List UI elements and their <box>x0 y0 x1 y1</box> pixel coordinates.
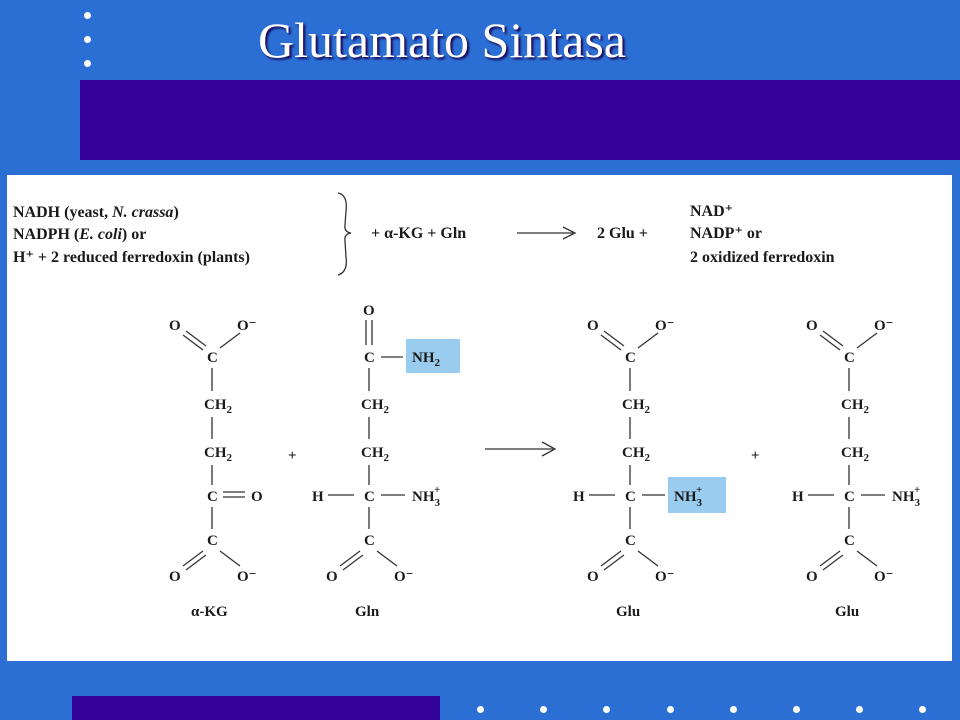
atom-ch2: $CH_2$ <box>204 397 232 416</box>
atom-o-minus: O⁻ <box>237 569 257 585</box>
decor-dot <box>667 706 674 713</box>
atom-o-minus: O⁻ <box>237 318 257 334</box>
double-bond <box>823 331 843 346</box>
atom-ch2: $CH_2$ <box>841 397 869 416</box>
double-bond <box>186 555 206 570</box>
atom-h: H <box>312 489 324 505</box>
bond <box>377 551 397 566</box>
double-bond <box>183 335 203 350</box>
atom-c: C <box>625 350 636 366</box>
atom-c: C <box>364 533 375 549</box>
atom-o: O <box>169 318 181 334</box>
bond <box>220 551 240 566</box>
atom-nh3-plus: $NH_3+$ <box>674 484 703 509</box>
atom-ch2: $CH_2$ <box>622 445 650 464</box>
atom-o-minus: O⁻ <box>874 569 894 585</box>
double-bond <box>183 551 203 566</box>
double-bond <box>604 331 624 346</box>
atom-ch2: $CH_2$ <box>204 445 232 464</box>
molecule-label: Glu <box>835 604 860 620</box>
atom-c: C <box>207 533 218 549</box>
double-bond <box>601 335 621 350</box>
atom-ch2: $CH_2$ <box>622 397 650 416</box>
atom-o: O <box>251 489 263 505</box>
double-bond <box>340 551 360 566</box>
footer-bar <box>72 696 440 720</box>
molecule-label: α-KG <box>191 604 228 620</box>
molecule-gln <box>312 303 460 620</box>
atom-o-minus: O⁻ <box>655 318 675 334</box>
atom-o-minus: O⁻ <box>874 318 894 334</box>
atom-h: H <box>792 489 804 505</box>
atom-nh2: $NH_2$ <box>412 350 440 369</box>
bond <box>638 333 658 348</box>
reaction-diagram <box>7 175 952 661</box>
atom-ch2: $CH_2$ <box>361 445 389 464</box>
molecule-alpha-kg <box>169 318 263 620</box>
double-bond <box>823 555 843 570</box>
atom-c: C <box>207 350 218 366</box>
atom-c: C <box>364 489 375 505</box>
atom-c: C <box>207 489 218 505</box>
atom-c: C <box>364 350 375 366</box>
plus-sign: + <box>288 448 297 464</box>
plus-sign: + <box>751 448 760 464</box>
atom-c: C <box>844 350 855 366</box>
reductant-line-2: NADPH (E. coli) or <box>13 226 147 243</box>
atom-c: C <box>625 489 636 505</box>
bond <box>220 333 240 348</box>
molecule-label: Gln <box>355 604 380 620</box>
reductant-line-3: H⁺ + 2 reduced ferredoxin (plants) <box>13 249 250 266</box>
atom-o: O <box>363 303 375 319</box>
oxidant-line-3: 2 oxidized ferredoxin <box>690 249 835 266</box>
slide-title: Glutamato Sintasa <box>258 12 626 68</box>
atom-nh3-plus: $NH_3+$ <box>412 484 441 509</box>
title-bar <box>80 80 960 160</box>
double-bond <box>820 551 840 566</box>
decor-dot <box>856 706 863 713</box>
equation-middle: + α-KG + Gln <box>371 225 467 242</box>
molecule-glu-1 <box>573 318 726 620</box>
oxidant-line-1: NAD⁺ <box>690 203 734 220</box>
atom-ch2: $CH_2$ <box>361 397 389 416</box>
double-bond <box>604 555 624 570</box>
atom-o-minus: O⁻ <box>394 569 414 585</box>
atom-o: O <box>169 569 181 585</box>
atom-o-minus: O⁻ <box>655 569 675 585</box>
equation-product: 2 Glu + <box>597 225 648 242</box>
double-bond <box>186 331 206 346</box>
atom-o: O <box>587 318 599 334</box>
atom-ch2: $CH_2$ <box>841 445 869 464</box>
decor-dot <box>919 706 926 713</box>
bond <box>638 551 658 566</box>
decor-dot <box>477 706 484 713</box>
oxidant-line-2: NADP⁺ or <box>690 225 762 242</box>
atom-c: C <box>844 489 855 505</box>
double-bond <box>601 551 621 566</box>
atom-o: O <box>806 569 818 585</box>
molecule-label: Glu <box>616 604 641 620</box>
atom-c: C <box>625 533 636 549</box>
decor-dot <box>603 706 610 713</box>
decor-dot <box>540 706 547 713</box>
atom-c: C <box>844 533 855 549</box>
atom-h: H <box>573 489 585 505</box>
double-bond <box>820 335 840 350</box>
atom-o: O <box>587 569 599 585</box>
decor-dot <box>793 706 800 713</box>
molecule-glu-2 <box>792 318 921 620</box>
reductant-brace <box>338 193 351 275</box>
bond <box>857 333 877 348</box>
decor-dot <box>730 706 737 713</box>
atom-o: O <box>806 318 818 334</box>
atom-nh3-plus: $NH_3+$ <box>892 484 921 509</box>
bond <box>857 551 877 566</box>
reductant-line-1: NADH (yeast, N. crassa) <box>13 204 179 221</box>
diagram-panel <box>7 175 952 661</box>
double-bond <box>343 555 363 570</box>
atom-o: O <box>326 569 338 585</box>
